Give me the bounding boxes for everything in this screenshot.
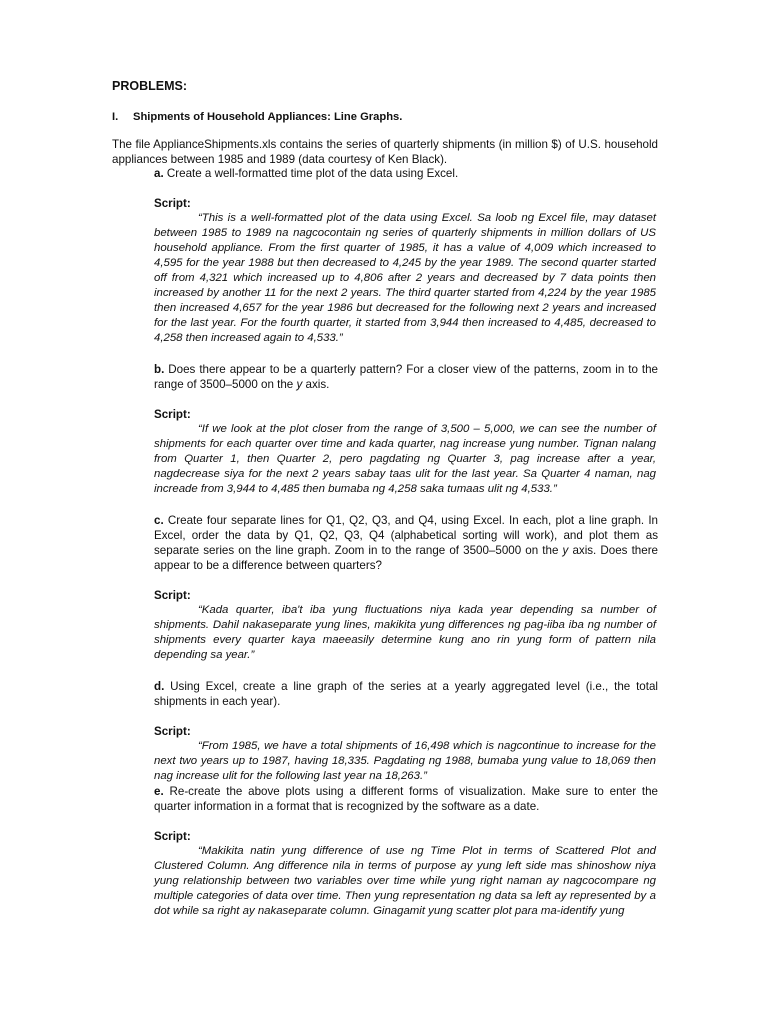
intro-paragraph: The file ApplianceShipments.xls contains the series of quarterly shipments (in million $) of U.S. household appliances between 1985 and 1989 (data courtesy of Ken Black).	[112, 138, 658, 166]
section-title-text: Shipments of Household Appliances: Line Graphs.	[133, 111, 403, 123]
question-e-text: Re-create the above plots using a different forms of visualization. Make sure to enter the quarter information in a format that is recognized by the software as a date.	[154, 785, 658, 813]
question-e	[154, 784, 658, 814]
question-d-letter: d.	[154, 680, 165, 693]
question-a-text: Create a well-formatted time plot of the data using Excel.	[166, 167, 459, 180]
question-b	[154, 362, 658, 392]
script-label-c: Script:	[154, 589, 191, 602]
script-label-a: Script:	[154, 197, 191, 210]
question-d	[154, 679, 658, 709]
script-e: “Makikita natin yung difference of use ng Time Plot in terms of Scattered Plot and Clustered Column. Ang difference nila in terms of purpose ay yung left side mas shinoshow niya yung relationship between two variables over time while yung right naman ay nagcocompare ng multiple categories of data over time. Then yung representation ng data sa left ay represented by a dot while sa right ay nakaseparate column. Ginagamit yung scatter plot para ma-identify yung	[154, 845, 656, 917]
script-label-b: Script:	[154, 408, 191, 421]
question-c	[154, 513, 658, 573]
question-a-letter: a.	[154, 167, 164, 180]
question-b-text: Does there appear to be a quarterly pattern? For a closer view of the patterns, zoom in to the range of 3500–5000 on the	[154, 363, 658, 391]
script-c: “Kada quarter, iba't iba yung fluctuations niya kada year depending sa number of shipments. Dahil nakaseparate yung lines, makikita yung differences ng pag-iiba iba ng number of shipments every quarter kaya maeeasily determine kung ano rin yung form of pattern nila depending sa year.”	[154, 604, 656, 661]
question-a	[154, 166, 658, 181]
question-c-text: Create four separate lines for Q1, Q2, Q3, and Q4, using Excel. In each, plot a line graph. In Excel, order the data by Q1, Q2, Q3, Q4 (alphabetical sorting will work), and plot them as separate series on the line graph. Zoom in to the range of 3500–5000 on the	[154, 514, 658, 557]
section-number: I.	[112, 111, 119, 123]
script-d: “From 1985, we have a total shipments of 16,498 which is nagcontinue to increase for the next two years up to 1987, having 18,335. Pagdating ng 1988, bumaba yung value to 18,069 then nag increase ulit for the following last year na 18,263.”	[154, 740, 656, 782]
script-label-e: Script:	[154, 830, 191, 843]
script-b: “If we look at the plot closer from the range of 3,500 – 5,000, we can see the number of shipments for each quarter over time and kada quarter, nag increase yung number. Tignan nalang from Quarter 1, then Quarter 2, pero pagdating ng Quarter 3, pag increase after a year, nagdecrease siya for the next 2 years sabay taas ulit for the last year. Sa Quarter 4 naman, nag increade from 3,944 to 4,485 then bumaba ng 4,258 saka tumaas ulit ng 4,533.”	[154, 423, 656, 495]
question-c-letter: c.	[154, 514, 164, 527]
question-e-letter: e.	[154, 785, 164, 798]
question-c-axis: y	[562, 544, 569, 557]
script-a: “This is a well-formatted plot of the data using Excel. Sa loob ng Excel file, may dataset between 1985 to 1989 na nagcocontain ng series of quarterly shipments in million dollars of US household appliance. From the first quarter of 1985, it has a value of 4,009 which increased to 4,595 for the year 1988 but then decreased to 4,245 by the year 1989. The second quarter started off from 4,321 which increased up to 4,806 after 2 years and decreased by 7 data points then increased by another 11 for the next 2 years. The third quarter started from 4,224 by the year 1985 then increased 4,657 for the year 1986 but decreased for the following next 2 years and increased for the last year. For the fourth quarter, it started from 3,944 then increased to 4,485, decreased to 4,258 then increased again to 4,533.”	[154, 212, 656, 344]
page-heading: PROBLEMS:	[112, 79, 187, 93]
section-title	[112, 110, 402, 125]
question-b-text-end: axis.	[302, 378, 330, 391]
question-b-axis: y	[296, 378, 303, 391]
script-label-d: Script:	[154, 725, 191, 738]
question-c-text-end: axis. Does there appear to be a difference between quarters?	[154, 544, 659, 572]
question-b-letter: b.	[154, 363, 165, 376]
question-d-text: Using Excel, create a line graph of the series at a yearly aggregated level (i.e., the total shipments in each year).	[154, 680, 658, 708]
